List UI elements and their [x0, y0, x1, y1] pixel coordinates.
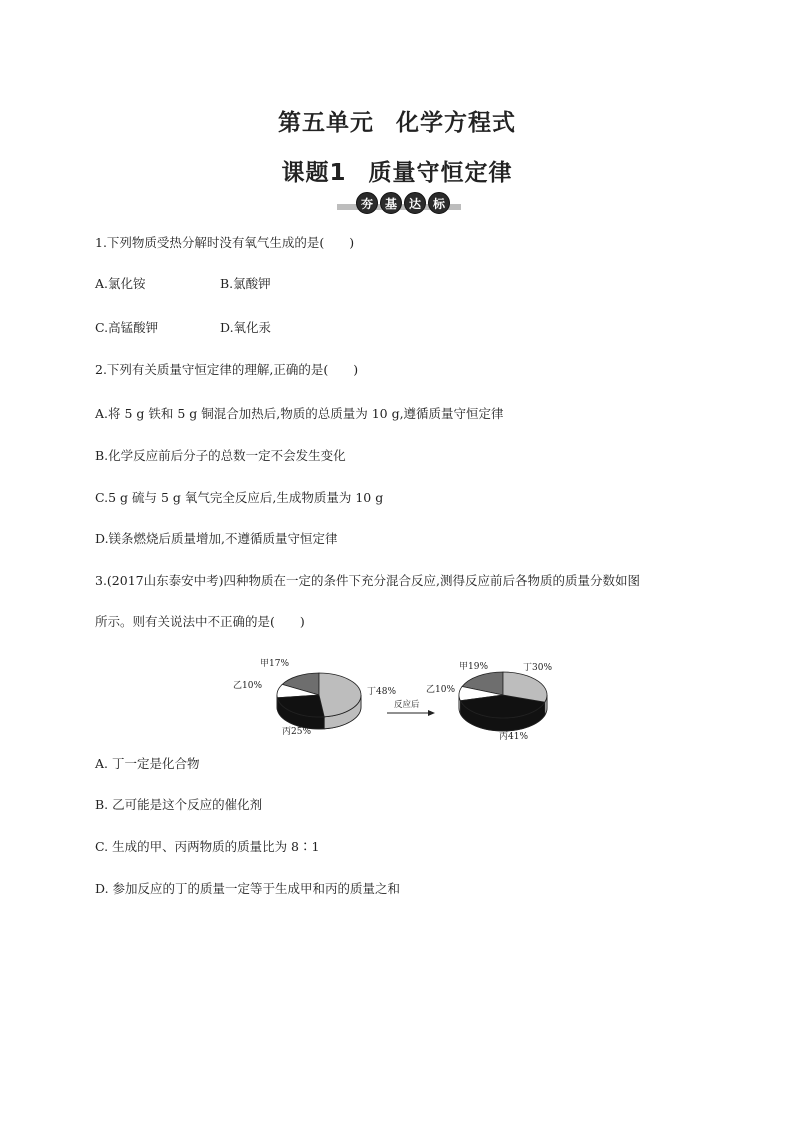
question-1-option-b: B.氯酸钾 [220, 276, 271, 291]
question-3-stem-line-1: 3.(2017山东泰安中考)四种物质在一定的条件下充分混合反应,测得反应前后各物质的质量分数如图 [95, 573, 640, 588]
question-1-option-c: C.高锰酸钾 [95, 320, 159, 335]
question-2-option-c: C.5 g 硫与 5 g 氧气完全反应后,生成物质量为 10 g [95, 490, 384, 505]
badge-char-3: 达 [404, 192, 426, 214]
question-2-option-a: A.将 5 g 铁和 5 g 铜混合加热后,物质的总质量为 10 g,遵循质量守恒定律 [95, 406, 504, 421]
pie-label-jia: 甲19% [459, 662, 489, 672]
reaction-arrow [387, 710, 435, 716]
question-3-option-b: B. 乙可能是这个反应的催化剂 [95, 797, 263, 812]
pie-label-yi: 乙10% [426, 685, 456, 695]
pie-label-ding: 丁30% [523, 663, 553, 673]
question-1-option-a: A.氯化铵 [95, 276, 146, 291]
question-3-option-d: D. 参加反应的丁的质量一定等于生成甲和丙的质量之和 [95, 881, 401, 896]
pie-label-jia: 甲17% [260, 659, 290, 669]
pie-label-yi: 乙10% [233, 681, 263, 691]
badge-char-4: 标 [428, 192, 450, 214]
pie-chart-after [426, 661, 552, 742]
lesson-prefix: 课题1 [281, 160, 347, 186]
badge-char-1: 夯 [356, 192, 378, 214]
question-1-option-d: D.氧化汞 [220, 320, 272, 335]
pie-label-ding: 丁48% [367, 687, 397, 697]
arrow-label: 反应后 [394, 700, 420, 710]
pie-chart-before [233, 658, 396, 737]
pie-label-bing: 丙41% [499, 732, 529, 742]
lesson-heading [0, 154, 794, 187]
pie-chart-figure [233, 650, 565, 746]
section-badge [337, 192, 461, 214]
question-1-stem: 1.下列物质受热分解时没有氧气生成的是( ) [95, 235, 355, 250]
lesson-title: 质量守恒定律 [368, 160, 513, 186]
question-3-stem-line-2: 所示。则有关说法中不正确的是( ) [95, 614, 305, 629]
question-3-option-c: C. 生成的甲、丙两物质的质量比为 8∶1 [95, 839, 320, 854]
unit-heading [0, 104, 794, 137]
badge-char-2: 基 [380, 192, 402, 214]
question-2-option-d: D.镁条燃烧后质量增加,不遵循质量守恒定律 [95, 531, 338, 546]
pie-label-bing: 丙25% [282, 727, 312, 737]
question-3-option-a: A. 丁一定是化合物 [95, 756, 200, 771]
unit-prefix: 第五单元 [278, 110, 374, 136]
question-2-stem: 2.下列有关质量守恒定律的理解,正确的是( ) [95, 362, 359, 377]
unit-title: 化学方程式 [396, 110, 516, 136]
question-2-option-b: B.化学反应前后分子的总数一定不会发生变化 [95, 448, 346, 463]
